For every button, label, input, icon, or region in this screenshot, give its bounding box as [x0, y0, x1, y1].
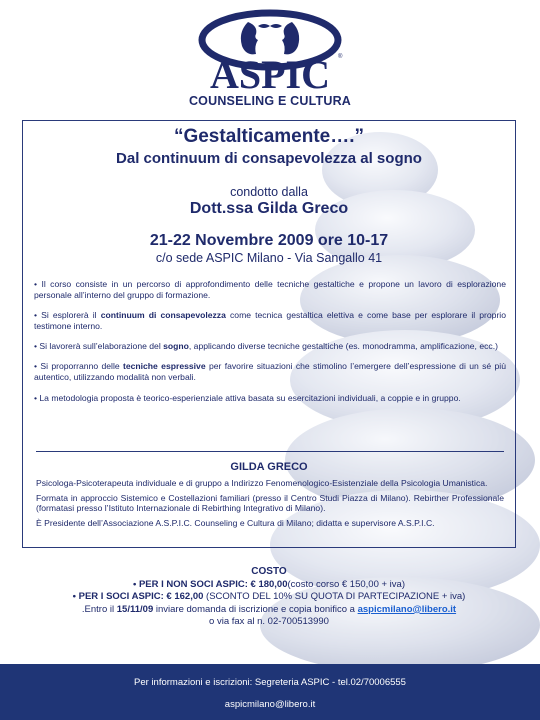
email-link[interactable]: aspicmilano@libero.it — [357, 603, 457, 615]
fax-info: o via fax al n. 02-700513990 — [209, 616, 329, 628]
bio-paragraph: Formata in approccio Sistemico e Costellazioni familiari (presso il Centro Studi Piazza di Milano). Rebirther Professionale (formatasi presso l’Istituto Internazionale di Rebirthing Integrativo di Milano). — [36, 492, 504, 514]
event-title: “Gestalticamente….” — [173, 126, 365, 147]
footer-bar — [0, 664, 540, 720]
price-members: • PER I SOCI ASPIC: € 162,00 (SCONTO DEL 10% SU QUOTA DI PARTECIPAZIONE + iva) — [72, 591, 466, 603]
svg-text:®: ® — [338, 54, 343, 60]
price-non-members: • PER I NON SOCI ASPIC: € 180,00(costo corso € 150,00 + iva) — [133, 578, 405, 590]
bio-paragraph: Psicologa-Psicoterapeuta individuale e di gruppo a Indirizzo Fenomenologico-Esistenziale della Psicologia Umanistica. — [36, 478, 488, 488]
list-item: • Si proporranno delle tecniche espressive per favorire situazioni che stimolino l’emergere dell’espressione di un sé più autentico, utilizzando modalità non verbali. — [34, 361, 506, 383]
bio-text — [36, 478, 504, 532]
cost-section — [22, 566, 516, 629]
list-item: • Si esplorerà il continuum di consapevolezza come tecnica gestaltica elettiva e come base per esplorare il proprio testimone interno. — [34, 310, 506, 331]
event-venue: c/o sede ASPIC Milano - Via Sangallo 41 — [155, 251, 383, 265]
teacher-name: Dott.ssa Gilda Greco — [189, 200, 349, 217]
tagline: COUNSELING E CULTURA — [188, 94, 352, 108]
event-subtitle: Dal continuum di consapevolezza al sogno — [116, 150, 422, 167]
logo-wordmark: ASPIC — [209, 52, 331, 97]
led-by-label: condotto dalla — [230, 185, 308, 199]
aspic-logo — [190, 8, 350, 98]
footer-email: aspicmilano@libero.it — [224, 699, 316, 710]
cost-heading: COSTO — [251, 566, 287, 577]
footer-contact: Per informazioni e iscrizioni: Segreteria ASPIC - tel.02/70006555 — [134, 677, 406, 688]
course-description-list — [34, 279, 506, 413]
list-item: • La metodologia proposta è teorico-esperienziale attiva basata su esercitazioni individuali, a coppie e in gruppo. — [34, 392, 461, 403]
divider — [36, 451, 504, 452]
registration-deadline: .Entro il 15/11/09 inviare domanda di iscrizione e copia bonifico a aspicmilano@libero.it — [81, 603, 457, 615]
list-item: • Il corso consiste in un percorso di approfondimento delle tecniche gestaltiche e propone un lavoro di esplorazione personale all’interno del gruppo di formazione. — [34, 279, 506, 300]
event-dates: 21-22 Novembre 2009 ore 10-17 — [149, 232, 389, 249]
bio-heading: GILDA GRECO — [230, 461, 308, 473]
list-item: • Si lavorerà sull’elaborazione del sogno, applicando diverse tecniche gestaltiche (es. monodramma, amplificazione, ecc.) — [34, 341, 498, 352]
bio-paragraph: È Presidente dell’Associazione A.S.P.I.C. Counseling e Cultura di Milano; didatta e supervisore A.S.P.I.C. — [36, 517, 435, 528]
